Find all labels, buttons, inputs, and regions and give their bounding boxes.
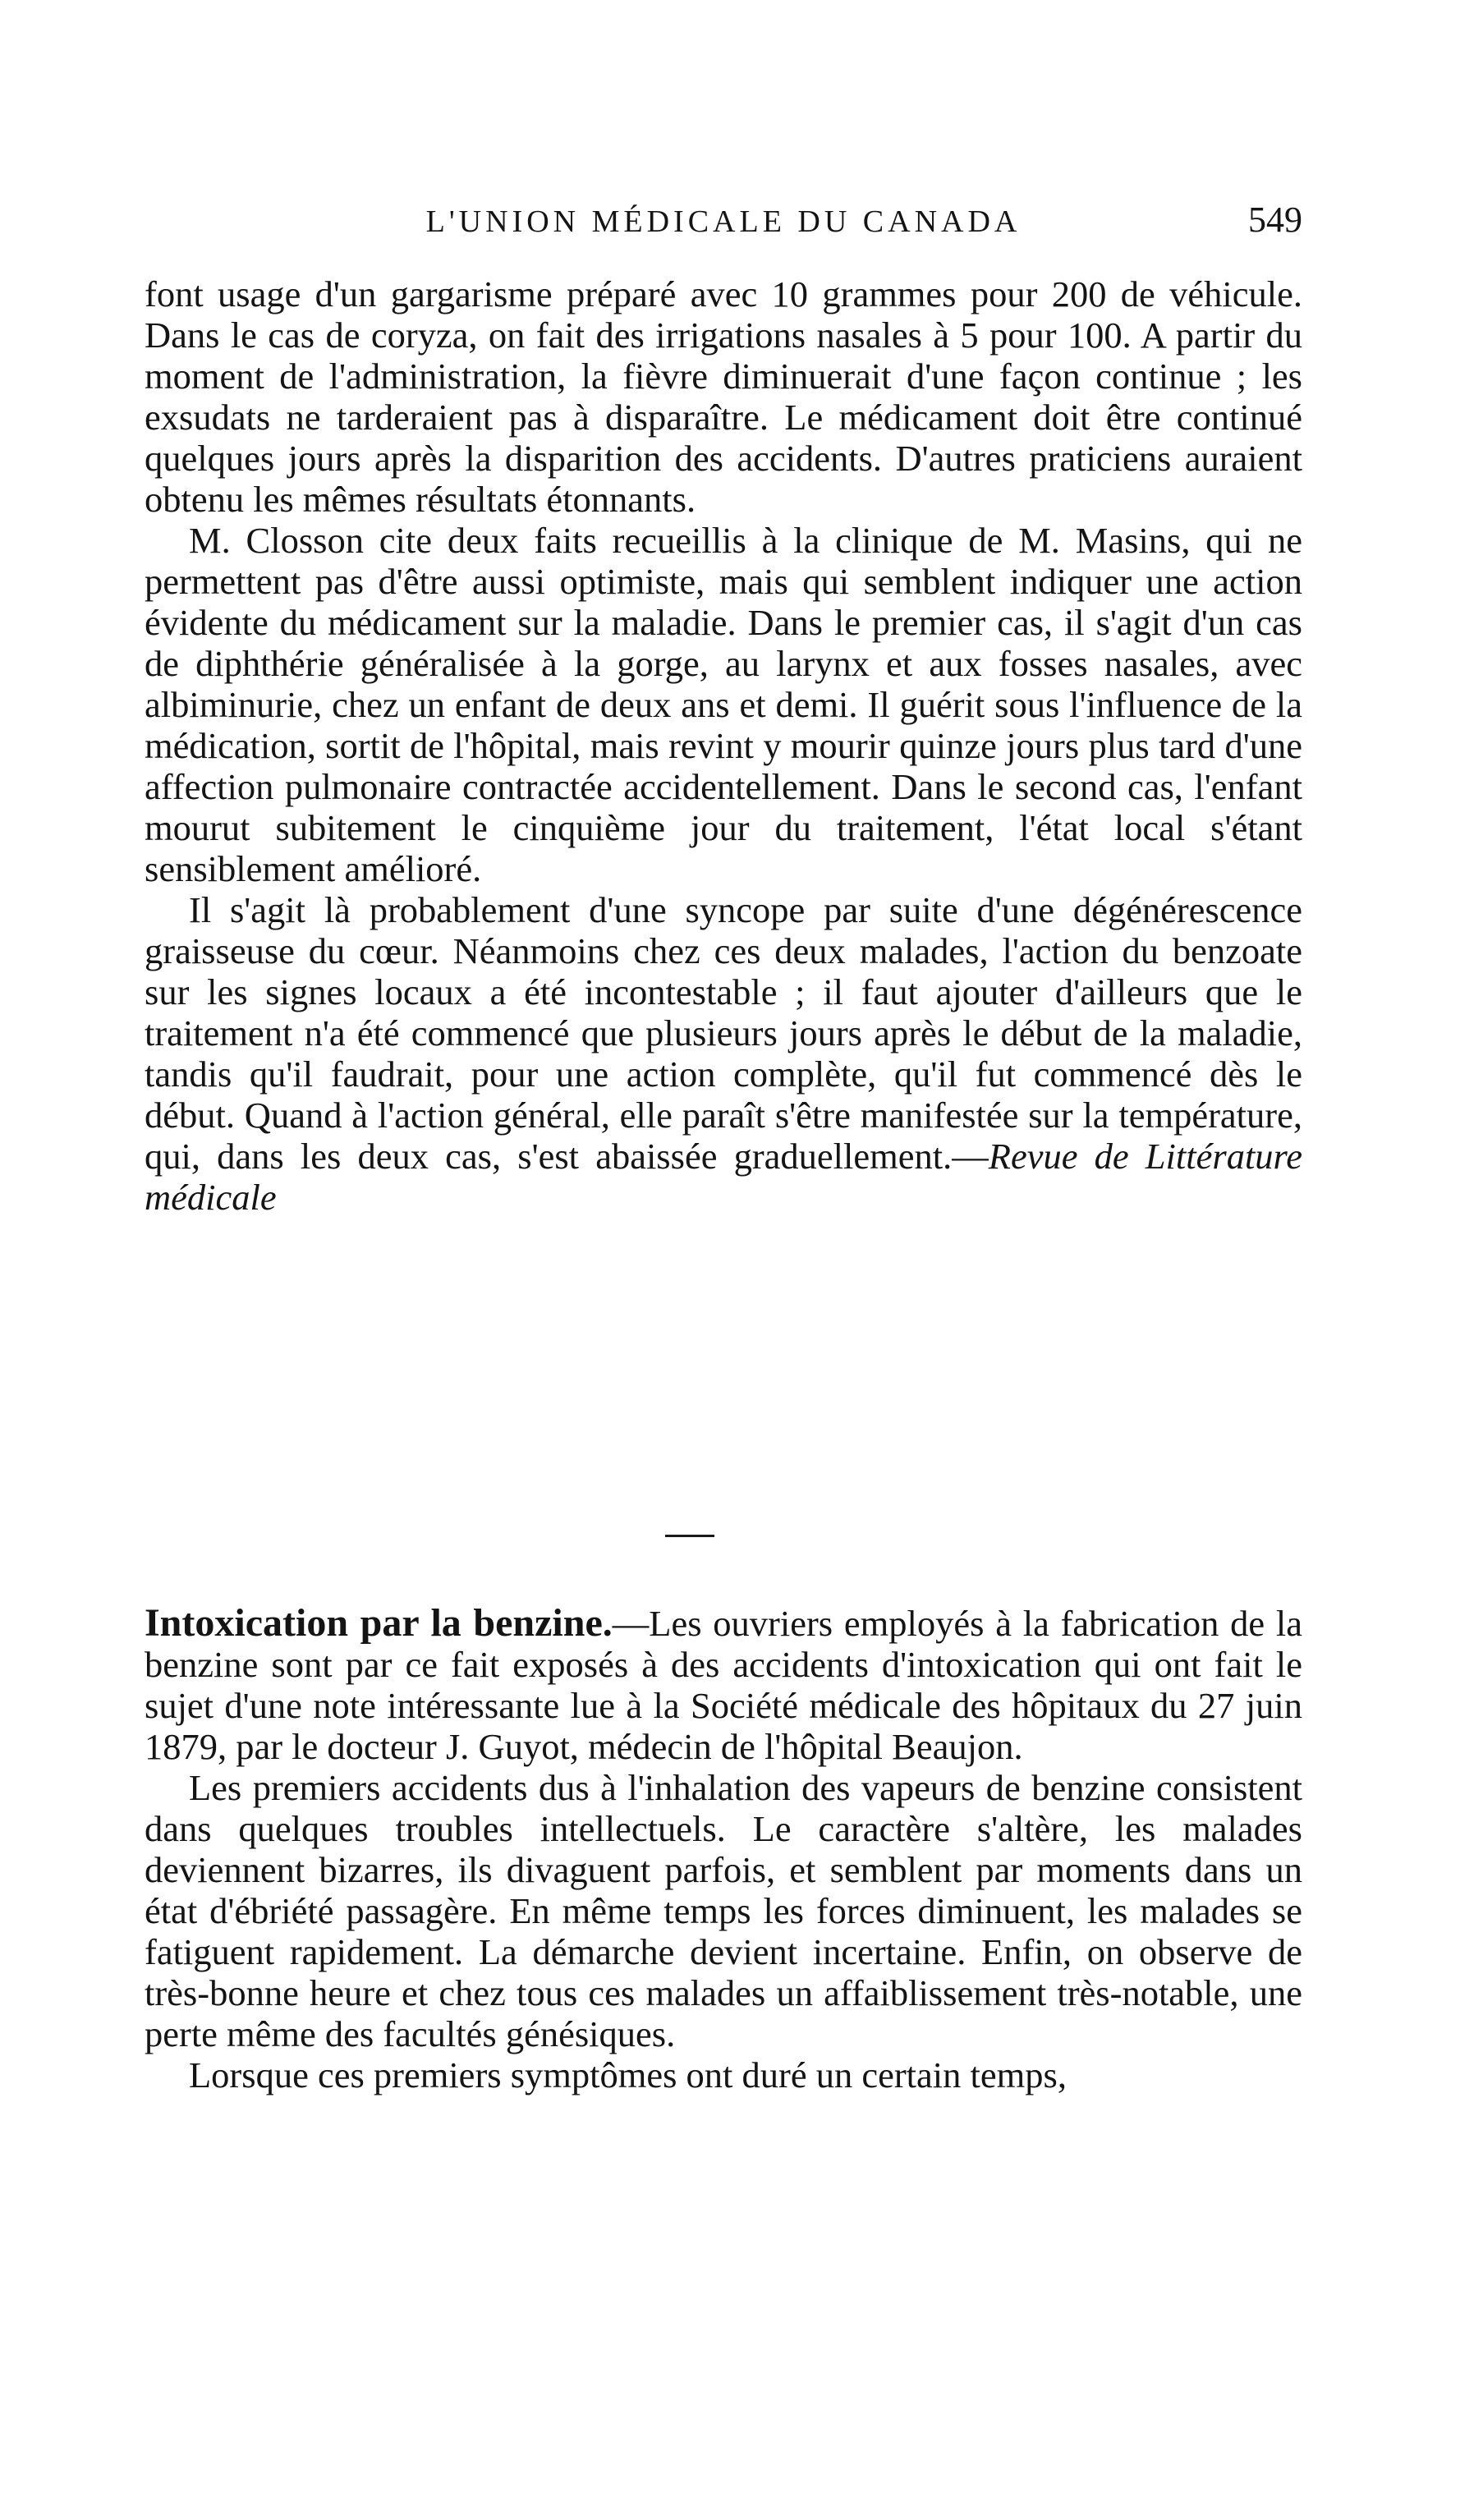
section-separator [665, 1535, 714, 1537]
paragraph: Les premiers accidents dus à l'inhalation des vapeurs de benzine consistent dans quelques troubles intellectuels. Le caractère s'altère, les malades deviennent bizarres, ils divaguent parfois, et semblent par moments dans un état d'ébriété passagère. En même temps les forces diminuent, les malades se fatiguent rapidement. La démarche devient incertaine. Enfin, on observe de très-bonne heure et chez tous ces malades un affaiblissement très-notable, une perte même des facultés génésiques. [145, 1767, 1302, 2054]
article-benzine [145, 1603, 1302, 2095]
section-lead-text: —Les ouvriers employés à la fabrication de la benzine sont par ce fait exposés à des accidents d'intoxication qui ont fait le sujet d'une note intéressante lue à la Société médicale des hôpitaux du 27 juin 1879, par le docteur J. Guyot, médecin de l'hôpital Beaujon. [145, 1603, 1302, 1767]
paragraph [145, 889, 1302, 1218]
page-number: 549 [1248, 200, 1302, 240]
paragraph-text: Il s'agit là probablement d'une syncope par suite d'une dégénérescence graisseuse du cœur. Néanmoins chez ces deux malades, l'action du benzoate sur les signes locaux a été incontestable ; il faut ajouter d'ailleurs que le traitement n'a été commencé que plusieurs jours après le début de la maladie, tandis qu'il faudrait, pour une action complète, qu'il fut commencé dès le début. Quand à l'action général, elle paraît s'être manifestée sur la température, qui, dans les deux cas, s'est abaissée graduellement.— [145, 889, 1302, 1177]
source-citation: Revue de Littérature médicale [145, 1136, 1302, 1218]
article-continuation [145, 273, 1302, 1218]
paragraph: M. Closson cite deux faits recueillis à la clinique de M. Masins, qui ne permettent pas d'être aussi optimiste, mais qui semblent indiquer une action évidente du médicament sur la maladie. Dans le premier cas, il s'agit d'un cas de diphthérie généralisée à la gorge, au larynx et aux fosses nasales, avec albiminurie, chez un enfant de deux ans et demi. Il guérit sous l'influence de la médication, sortit de l'hôpital, mais revint y mourir quinze jours plus tard d'une affection pulmonaire contractée accidentellement. Dans le second cas, l'enfant mourut subitement le cinquième jour du traitement, l'état local s'étant sensiblement amélioré. [145, 520, 1302, 889]
section-title: Intoxication par la benzine. [145, 1601, 613, 1645]
running-head: L'UNION MÉDICALE DU CANADA [425, 204, 1022, 239]
section-lead-paragraph [145, 1603, 1302, 1767]
paragraph: Lorsque ces premiers symptômes ont duré un certain temps, [189, 2054, 1067, 2095]
paragraph: font usage d'un gargarisme préparé avec 10 grammes pour 200 de véhicule. Dans le cas de coryza, on fait des irrigations nasales à 5 pour 100. A partir du moment de l'administration, la fièvre diminuerait d'une façon continue ; les exsudats ne tarderaient pas à disparaître. Le médicament doit être continué quelques jours après la disparition des accidents. D'autres praticiens auraient obtenu les mêmes résultats étonnants. [145, 273, 1302, 520]
page-header [145, 199, 1302, 248]
